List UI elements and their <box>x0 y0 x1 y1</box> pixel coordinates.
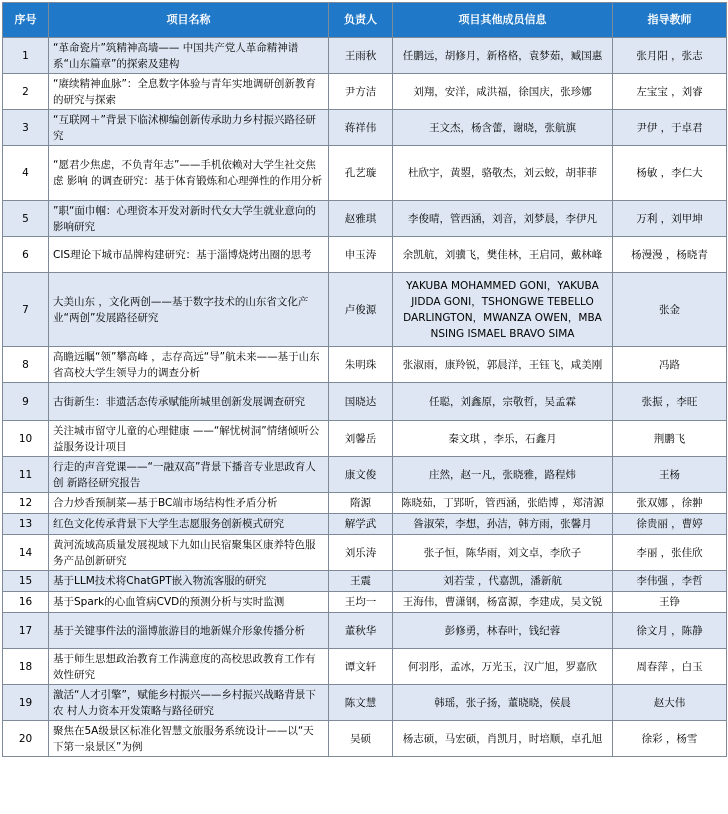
cell-members: 刘若莹 ，代嘉凯，潘新航 <box>393 571 613 592</box>
cell-project-name: 基于关键事件法的淄博旅游目的地新媒介形象传播分析 <box>49 613 329 649</box>
cell-leader: 朱明珠 <box>329 347 393 383</box>
cell-leader: 赵雅琪 <box>329 201 393 237</box>
table-row <box>3 514 727 535</box>
cell-members: 王海伟，曹潇钢，杨富源，李建成，吴文锐 <box>393 592 613 613</box>
cell-project-name: “愿君少焦虑，不负青年志”——手机依赖对大学生社交焦虑 影响 的调查研究：基于体育锻炼和心理弹性的作用分析 <box>49 146 329 201</box>
table-row <box>3 383 727 421</box>
cell-index: 6 <box>3 237 49 273</box>
cell-tutor: 王杨 <box>613 457 727 493</box>
table-row <box>3 613 727 649</box>
cell-leader: 陈文慧 <box>329 685 393 721</box>
cell-members: 韩瑶，张子扬，董晓晓，侯晨 <box>393 685 613 721</box>
cell-project-name: 黄河流域高质量发展视域下九如山民宿聚集区康养特色服务产品创新研究 <box>49 535 329 571</box>
cell-leader: 王雨秋 <box>329 38 393 74</box>
cell-leader: 解学武 <box>329 514 393 535</box>
table-row <box>3 110 727 146</box>
table-row <box>3 571 727 592</box>
cell-leader: 蒋祥伟 <box>329 110 393 146</box>
table-row <box>3 201 727 237</box>
cell-index: 17 <box>3 613 49 649</box>
table-row <box>3 649 727 685</box>
cell-tutor: 张振 ，李旺 <box>613 383 727 421</box>
table-row <box>3 685 727 721</box>
header-index: 序号 <box>3 3 49 38</box>
cell-project-name: 基于Spark的心血管病CVD的预测分析与实时监测 <box>49 592 329 613</box>
cell-project-name: 高瞻远瞩“领”攀高峰 ，志存高远“导”航未来——基于山东省高校大学生领导力的调查分析 <box>49 347 329 383</box>
cell-index: 7 <box>3 273 49 347</box>
cell-members: 秦文琪 ，李乐，石鑫月 <box>393 421 613 457</box>
cell-tutor: 王铮 <box>613 592 727 613</box>
cell-members: 刘翔，安洋，咸洪福，徐国庆，张珍娜 <box>393 74 613 110</box>
header-members: 项目其他成员信息 <box>393 3 613 38</box>
table-header-row <box>3 3 727 38</box>
cell-tutor: 张金 <box>613 273 727 347</box>
table-row <box>3 457 727 493</box>
cell-leader: 孔艺璇 <box>329 146 393 201</box>
header-tutor: 指导教师 <box>613 3 727 38</box>
cell-index: 16 <box>3 592 49 613</box>
cell-index: 12 <box>3 493 49 514</box>
cell-index: 2 <box>3 74 49 110</box>
project-table <box>2 2 727 757</box>
cell-tutor: 赵大伟 <box>613 685 727 721</box>
table-row <box>3 273 727 347</box>
table-body <box>3 38 727 757</box>
cell-tutor: 尹伊 ，于卓君 <box>613 110 727 146</box>
cell-leader: 谭文轩 <box>329 649 393 685</box>
cell-project-name: ”职“面巾帼：心理资本开发对新时代女大学生就业意向的影响研究 <box>49 201 329 237</box>
cell-project-name: 行走的声音党课——“一融双高”背景下播音专业思政育人创 新路径研究报告 <box>49 457 329 493</box>
cell-members: 彭修勇，林春叶，钱纪蓉 <box>393 613 613 649</box>
cell-leader: 卢俊源 <box>329 273 393 347</box>
cell-index: 13 <box>3 514 49 535</box>
cell-index: 18 <box>3 649 49 685</box>
header-project-name: 项目名称 <box>49 3 329 38</box>
cell-members: 张子恒，陈华雨，刘文卓，李欣子 <box>393 535 613 571</box>
cell-members: 余凯航，刘骥飞，樊佳林，王启同，戴林峰 <box>393 237 613 273</box>
cell-index: 20 <box>3 721 49 757</box>
cell-project-name: 基于LLM技术将ChatGPT嵌入物流客服的研究 <box>49 571 329 592</box>
cell-index: 10 <box>3 421 49 457</box>
cell-project-name: 古街新生：非遗活态传承赋能所城里创新发展调查研究 <box>49 383 329 421</box>
cell-tutor: 周春萍 ，白玉 <box>613 649 727 685</box>
cell-index: 5 <box>3 201 49 237</box>
cell-index: 14 <box>3 535 49 571</box>
cell-project-name: CIS理论下城市品牌构建研究：基于淄博烧烤出圈的思考 <box>49 237 329 273</box>
cell-project-name: 大美山东 ，文化两创——基于数字技术的山东省文化产业“两创”发展路径研究 <box>49 273 329 347</box>
table-row <box>3 38 727 74</box>
cell-tutor: 张双娜 ，徐翀 <box>613 493 727 514</box>
cell-index: 1 <box>3 38 49 74</box>
cell-members: 庄然，赵一凡，张晓雅，路程炜 <box>393 457 613 493</box>
cell-members: 张淑雨，康羚锐，郭晨洋，王钰飞，咸美刚 <box>393 347 613 383</box>
cell-members: 任鹏远，胡修月，新格格，袁梦茹，臧国惠 <box>393 38 613 74</box>
cell-tutor: 左宝宝 ，刘睿 <box>613 74 727 110</box>
header-leader: 负责人 <box>329 3 393 38</box>
cell-tutor: 张月阳 ，张志 <box>613 38 727 74</box>
table-row <box>3 74 727 110</box>
table-row <box>3 347 727 383</box>
cell-project-name: “互联网＋”背景下临沭柳编创新传承助力乡村振兴路径研究 <box>49 110 329 146</box>
cell-leader: 刘乐涛 <box>329 535 393 571</box>
cell-members: YAKUBA MOHAMMED GONI，YAKUBA JIDDA GONI，TSHONGWE TEBELLO DARLINGTON，MWANZA OWEN，MBA NSING ISMAEL BRAVO SIMA <box>393 273 613 347</box>
cell-project-name: “赓续精神血脉”：全息数字体验与青年实地调研创新教育的研究与探索 <box>49 74 329 110</box>
cell-index: 15 <box>3 571 49 592</box>
cell-tutor: 万利 ，刘甲坤 <box>613 201 727 237</box>
cell-leader: 王均一 <box>329 592 393 613</box>
cell-tutor: 杨漫漫 ，杨晓青 <box>613 237 727 273</box>
cell-tutor: 杨敏 ，李仁大 <box>613 146 727 201</box>
cell-leader: 吴硕 <box>329 721 393 757</box>
cell-index: 19 <box>3 685 49 721</box>
cell-index: 4 <box>3 146 49 201</box>
cell-members: 任聪，刘鑫原，宗敬哲，吴孟霖 <box>393 383 613 421</box>
cell-tutor: 李丽 ，张佳欣 <box>613 535 727 571</box>
cell-members: 杨志硕，马宏硕，肖凯月，时培顺，卓孔旭 <box>393 721 613 757</box>
cell-project-name: 激活“人才引擎”，赋能乡村振兴——乡村振兴战略背景下农 村人力资本开发策略与路径研究 <box>49 685 329 721</box>
table-row <box>3 237 727 273</box>
table-row <box>3 592 727 613</box>
table-row <box>3 721 727 757</box>
cell-leader: 康文俊 <box>329 457 393 493</box>
cell-tutor: 荆鹏飞 <box>613 421 727 457</box>
cell-members: 陈晓茹，丁郢昕，管西涵，张皓博 ，郑清源 <box>393 493 613 514</box>
cell-tutor: 李伟强 ，李哲 <box>613 571 727 592</box>
cell-leader: 董秋华 <box>329 613 393 649</box>
cell-project-name: 关注城市留守儿童的心理健康 ——“解忧树洞”情绪倾听公益服务设计项目 <box>49 421 329 457</box>
cell-project-name: “革命瓷片”筑精神高墙—— 中国共产党人革命精神谱系“山东篇章”的探索及建构 <box>49 38 329 74</box>
cell-members: 李俊晴，管西涵，刘音，刘梦晨，李伊凡 <box>393 201 613 237</box>
cell-index: 9 <box>3 383 49 421</box>
cell-leader: 尹方洁 <box>329 74 393 110</box>
cell-members: 昝淑荣，李想，孙洁，韩方雨，张馨月 <box>393 514 613 535</box>
cell-members: 王文杰，杨含蕾，谢晓，张航旗 <box>393 110 613 146</box>
cell-project-name: 聚焦在5A级景区标准化智慧文旅服务系统设计——以“天下第一泉景区”为例 <box>49 721 329 757</box>
cell-leader: 国晓达 <box>329 383 393 421</box>
cell-leader: 王震 <box>329 571 393 592</box>
cell-members: 何羽彤，孟冰，万光玉，汉广旭，罗嘉欣 <box>393 649 613 685</box>
cell-leader: 隋源 <box>329 493 393 514</box>
table-row <box>3 421 727 457</box>
cell-project-name: 基于师生思想政治教育工作满意度的高校思政教育工作有效性研究 <box>49 649 329 685</box>
cell-tutor: 徐贵丽 ，曹婷 <box>613 514 727 535</box>
cell-index: 11 <box>3 457 49 493</box>
cell-index: 3 <box>3 110 49 146</box>
cell-tutor: 冯路 <box>613 347 727 383</box>
cell-leader: 刘馨岳 <box>329 421 393 457</box>
cell-index: 8 <box>3 347 49 383</box>
cell-project-name: 红色文化传承背景下大学生志愿服务创新模式研究 <box>49 514 329 535</box>
table-row <box>3 535 727 571</box>
table-row <box>3 146 727 201</box>
cell-tutor: 徐文月 ，陈静 <box>613 613 727 649</box>
cell-members: 杜欣宇，黄曌，骆敬杰，刘云蛟，胡菲菲 <box>393 146 613 201</box>
cell-project-name: 合力炒香预制菜—基于BC端市场结构性矛盾分析 <box>49 493 329 514</box>
table-row <box>3 493 727 514</box>
cell-tutor: 徐彩 ，杨雪 <box>613 721 727 757</box>
cell-leader: 申玉涛 <box>329 237 393 273</box>
